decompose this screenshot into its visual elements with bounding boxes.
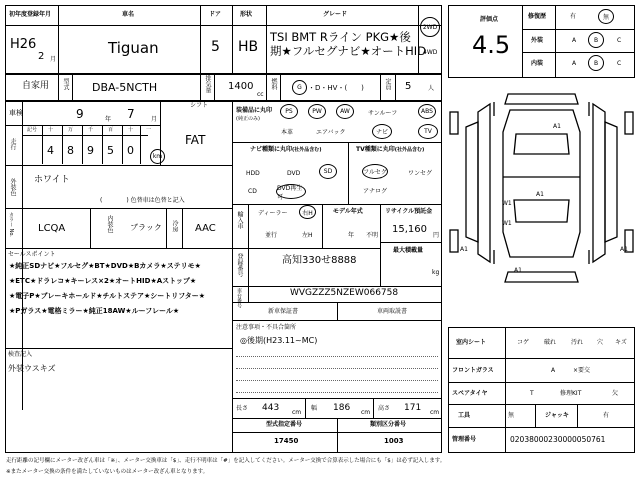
divider: [5, 348, 232, 349]
equipment-item-circle: ナビ: [372, 124, 392, 139]
model-code: DBA-5NCTH: [92, 81, 158, 94]
right-handle-circle: 右H: [299, 205, 316, 219]
displacement-label: 排気量: [204, 75, 211, 93]
equipment-item-circle: PS: [280, 104, 298, 119]
tool-label: 工具: [458, 412, 471, 419]
drive-4wd: 4WD: [423, 49, 438, 56]
divider: [232, 100, 233, 453]
interior-grade-a: A: [572, 60, 577, 67]
height-unit: cm: [430, 409, 440, 416]
divider: [5, 165, 232, 166]
inspection-year-unit: 年: [105, 116, 112, 123]
divider: [182, 208, 183, 248]
interior-grade-label: 内装: [531, 60, 544, 67]
mileage-digit: 9: [87, 144, 94, 157]
management-label: 管理番号: [452, 436, 477, 443]
divider: [248, 248, 249, 302]
divider: [380, 242, 442, 243]
car-name-label: 車名: [122, 11, 135, 18]
warranty-label: 新車保証書: [268, 308, 299, 315]
registration-value: 高知330せ8888: [282, 255, 357, 266]
sales-points-label: セールスポイント: [8, 251, 56, 258]
repair-no-circle: 無: [598, 9, 614, 24]
divider: [380, 204, 381, 286]
ruled-line: [236, 368, 438, 369]
front-glass-a: A: [551, 367, 556, 374]
room-seat-label: 室内シート: [456, 339, 487, 346]
height-label: 高さ: [378, 405, 391, 412]
mileage-unit-label: 百: [108, 127, 114, 133]
shape-label: 形状: [240, 11, 253, 18]
nav-item-circle: DVD再生可: [276, 184, 306, 199]
displacement: 1400: [228, 81, 254, 92]
inspection-month: 7: [127, 107, 135, 121]
divider: [5, 25, 442, 26]
ruled-line: [236, 356, 438, 357]
front-glass-replace: ×要交: [573, 367, 591, 374]
notes-label: 注意事項・不具合箇所: [236, 324, 297, 331]
left-handle: 左H: [302, 232, 313, 239]
divider: [505, 327, 506, 453]
divider: [280, 73, 281, 100]
divider: [522, 52, 635, 53]
first-reg-era: H26: [10, 37, 37, 52]
shape: HB: [238, 39, 259, 55]
length-unit: cm: [292, 409, 302, 416]
inspection-label: 車検: [9, 109, 23, 117]
tv-item: アナログ: [363, 188, 388, 195]
mileage-label: 走行: [9, 138, 16, 150]
sales-point-line: ★Pガラス★電格ミラー★純正18AW★ルーフレール★: [9, 307, 180, 315]
km-circle: km: [150, 149, 165, 164]
spare-kit: 修理KIT: [560, 390, 582, 397]
mileage-unit-label: 一: [146, 127, 152, 133]
divider: [373, 398, 374, 418]
height-value: 171: [404, 403, 422, 413]
inspector-label: 検査記入: [8, 351, 33, 358]
divider: [555, 5, 556, 78]
first-reg-label: 初年度登録年月: [9, 11, 52, 18]
color-code-label: カラー No.: [8, 212, 14, 237]
divider: [5, 100, 442, 102]
grade-line1: TSI BMT Rライン PKG★後: [270, 30, 411, 44]
class-label: 類別区分番号: [370, 421, 407, 428]
divider: [337, 418, 338, 453]
divider: [522, 29, 635, 30]
exterior-note: ( ) 色替車は色替と記入: [100, 197, 185, 204]
nav-type-title: ナビ種類に丸印(社外品含む): [250, 146, 322, 153]
capacity-label: 定員: [384, 78, 391, 90]
management-value: 020380002300000507​61: [510, 435, 606, 444]
mileage-digit: 4: [47, 144, 54, 157]
width-label: 幅: [311, 405, 318, 412]
shift-label: シフト: [190, 102, 209, 109]
max-load-unit: kg: [432, 269, 440, 276]
interior-grade-b-circle: B: [588, 55, 604, 71]
divider: [448, 404, 635, 405]
inspection-year: 9: [76, 107, 84, 121]
equipment-item: サンルーフ: [368, 110, 398, 117]
notes-value: ◎後期(H23.11~MC): [240, 336, 318, 345]
mileage-unit-label: 万: [68, 127, 74, 133]
interior-grade-c: C: [617, 60, 622, 67]
first-reg-month-unit: 月: [50, 56, 57, 63]
divider: [5, 73, 442, 75]
drive-2wd-circle: 2WD: [420, 17, 440, 37]
recycle-label: リサイクル預託金: [385, 208, 433, 215]
mileage-unit-label: 十: [48, 127, 54, 133]
chassis-label: 車台番号: [236, 288, 242, 308]
divider: [102, 126, 103, 164]
equipment-item-circle: AW: [336, 104, 354, 119]
divider: [380, 73, 381, 100]
inspection-month-unit: 月: [151, 116, 158, 123]
inspector-note: 外装ウスキズ: [8, 364, 56, 373]
max-load-label: 最大積載量: [393, 247, 424, 254]
divider: [522, 5, 523, 78]
divider: [395, 73, 396, 100]
nav-item: DVD: [287, 170, 301, 177]
fuel-label: 燃料: [270, 78, 277, 90]
interior-color: ブラック: [130, 223, 162, 232]
width-value: 186: [333, 403, 351, 413]
grade-line2: 期★フルセグナビ★オートHID: [270, 44, 427, 58]
width-unit: cm: [361, 409, 371, 416]
nav-item: HDD: [246, 170, 260, 177]
repair-yes: 有: [570, 13, 577, 20]
front-glass-label: フロントガラス: [452, 367, 494, 374]
equipment-label: 装備品に丸印: [236, 107, 273, 114]
room-item: キズ: [615, 339, 627, 346]
divider: [5, 248, 232, 249]
room-item: 破れ: [544, 339, 557, 346]
ruled-line: [236, 392, 438, 393]
damage-mark: A1: [514, 267, 522, 274]
sales-point-line: ★ETC★ドラレコ★キーレス×2★オートHID★Aストップ★: [9, 277, 197, 285]
length-value: 443: [262, 403, 280, 413]
usage-type: 自家用: [22, 81, 50, 91]
divider: [232, 204, 442, 205]
ac-label: 冷房: [171, 220, 178, 232]
mileage-unit-label: 十: [128, 127, 134, 133]
footer-line-1: 走行距離の記号欄にメーター改ざん車は「※」、メーター交換車は「$」、走行不明車は「#」を記入してください。メーター交換で合算表示した場合にも「$」は必ず記入します。: [6, 458, 446, 464]
divider: [535, 404, 536, 427]
divider: [322, 204, 323, 248]
divider: [348, 142, 349, 204]
divider: [62, 126, 63, 164]
divider: [418, 5, 419, 73]
sales-point-line: ★純正SDナビ★フルセグ★BT★DVD★Bカメラ★ステリモ★: [9, 262, 201, 270]
mileage-digit: 8: [67, 144, 74, 157]
divider: [232, 320, 442, 321]
divider: [577, 404, 578, 427]
divider: [42, 126, 43, 164]
tv-item: ワンセグ: [408, 170, 433, 177]
divider: [232, 286, 442, 287]
tool-value: 無: [508, 412, 515, 419]
divider: [232, 432, 442, 433]
divider: [232, 398, 442, 399]
fuel-options: ・D・HV・( ): [308, 84, 364, 92]
equipment-item: エアバック: [316, 129, 346, 136]
recycle-value: 15,160: [392, 224, 427, 235]
score-value: 4.5: [472, 31, 511, 59]
recycle-unit: 円: [433, 232, 440, 239]
divider: [448, 427, 635, 428]
first-reg-month: 2: [38, 51, 45, 62]
exterior-grade-c: C: [617, 37, 622, 44]
divider: [200, 5, 201, 73]
nav-item-circle: SD: [319, 164, 337, 179]
divider: [72, 73, 73, 100]
damage-mark: W1: [502, 220, 512, 227]
type-cert-label: 型式指定番号: [266, 421, 303, 428]
mileage-unit-label: 記号: [27, 127, 38, 133]
divider: [232, 142, 442, 143]
length-label: 長さ: [236, 405, 249, 412]
divider: [122, 126, 123, 164]
divider: [200, 73, 201, 100]
damage-mark: A1: [620, 246, 628, 253]
equipment-item-circle: TV: [418, 124, 438, 139]
divider: [5, 208, 232, 209]
exterior-color: ホワイト: [34, 175, 70, 185]
equipment-item-circle: PW: [308, 104, 326, 119]
model-year-year: 年: [348, 232, 355, 239]
chassis-value: WVGZZZ5NZEW066758: [290, 288, 399, 298]
divider: [266, 5, 267, 73]
divider: [90, 208, 91, 248]
divider: [266, 73, 267, 100]
door-count: 5: [211, 39, 220, 55]
capacity: 5: [405, 81, 412, 92]
jack-label: ジャッキ: [545, 412, 569, 419]
divider: [166, 208, 167, 248]
color-code: LCQA: [38, 223, 66, 234]
exterior-grade-a: A: [572, 37, 577, 44]
grade-label: グレード: [323, 11, 348, 18]
room-item: 穴: [597, 339, 604, 346]
spare-missing: 欠: [612, 390, 619, 397]
tv-type-title: TV種類に丸印(社外品含む): [356, 146, 425, 153]
equipment-item-circle: ABS: [418, 104, 436, 119]
model-year-unknown: 不明: [366, 232, 379, 239]
room-item: コゲ: [517, 339, 530, 346]
door-label: ドア: [209, 11, 221, 18]
sales-point-line: ★電子P★ブレーキホールド★チルトステア★シートリフター★: [9, 292, 206, 300]
mileage-unit-label: 千: [88, 127, 94, 133]
divider: [448, 358, 635, 359]
divider: [305, 398, 306, 418]
mileage-digit: 5: [107, 144, 114, 157]
damage-mark: A1: [553, 123, 561, 130]
exterior-grade-b-circle: B: [588, 32, 604, 48]
registration-label: 登録番号: [236, 253, 243, 277]
spare-t: T: [530, 390, 534, 397]
divider: [214, 73, 215, 100]
capacity-unit: 人: [428, 85, 435, 92]
equipment-sublabel: (純正のみ): [236, 116, 260, 122]
damage-mark: A1: [536, 191, 544, 198]
car-name: Tiguan: [108, 39, 159, 57]
divider: [140, 126, 141, 164]
divider: [22, 135, 148, 136]
shift-value: FAT: [185, 133, 206, 147]
score-label: 評価点: [480, 16, 499, 23]
divider: [232, 5, 233, 73]
import-parallel: 並行: [265, 232, 278, 239]
displacement-unit: cc: [257, 91, 264, 98]
fuel-gasoline-circle: G: [292, 80, 307, 95]
nav-item: CD: [248, 188, 257, 195]
ac-value: AAC: [195, 223, 216, 234]
repair-label: 修復歴: [528, 13, 547, 20]
manual-label: 車両取説書: [377, 308, 408, 315]
import-label: 輸入車: [236, 211, 243, 229]
tv-item-circle: フルセグ: [362, 164, 388, 179]
spare-tire-label: スペアタイヤ: [452, 390, 488, 397]
room-item: 汚れ: [571, 339, 584, 346]
divider: [58, 5, 59, 73]
import-dealer: ディーラー: [258, 210, 288, 217]
divider: [248, 204, 249, 248]
model-year-label: モデル年式: [333, 208, 363, 215]
mileage-digit: 0: [127, 144, 134, 157]
interior-color-label: 内装色: [106, 215, 113, 233]
class-value: 1003: [384, 437, 404, 445]
divider: [82, 126, 83, 164]
ruled-line: [236, 380, 438, 381]
footer-line-2: ※またメーター交換の条件を満たしていないものはメーター改ざん車となります。: [6, 469, 209, 475]
damage-mark: W1: [502, 200, 512, 207]
car-damage-diagram: [448, 82, 635, 322]
type-cert-value: 17450: [274, 437, 299, 445]
divider: [337, 302, 338, 320]
equipment-item: 本革: [281, 129, 294, 136]
jack-value: 有: [603, 412, 610, 419]
divider: [448, 382, 635, 383]
model-label: 型式: [62, 78, 69, 90]
divider: [232, 248, 380, 249]
divider: [58, 73, 59, 100]
damage-mark: A1: [460, 246, 468, 253]
exterior-grade-label: 外装: [531, 37, 544, 44]
exterior-label: 外装色: [9, 178, 16, 196]
